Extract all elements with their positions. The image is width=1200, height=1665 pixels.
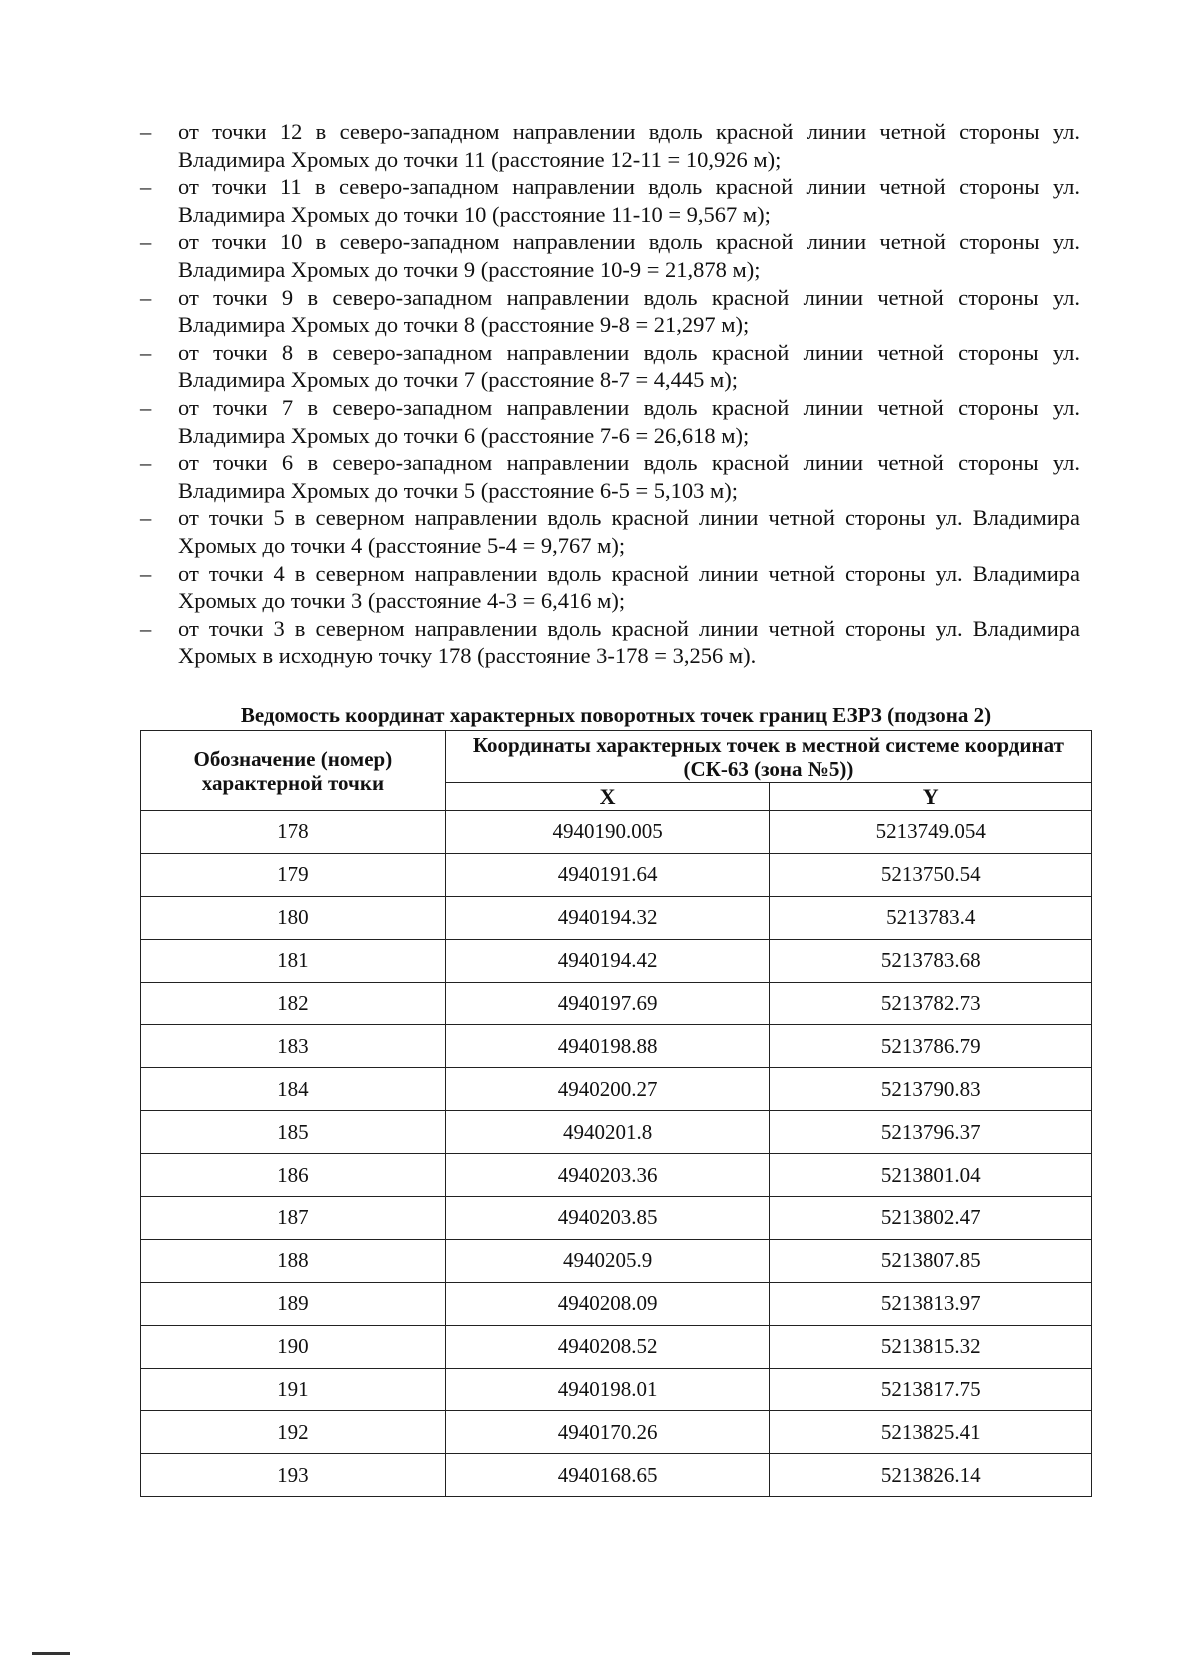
point-number-cell: 188 bbox=[141, 1239, 446, 1282]
table-row bbox=[141, 896, 1092, 939]
list-item-text: от точки 6 в северо-западном направлении вдоль красной линии четной стороны ул. Владимира Хромых до точки 5 (расстояние 6-5 = 5,103 м); bbox=[178, 450, 1080, 503]
y-cell: 5213825.41 bbox=[770, 1411, 1092, 1454]
header-point-number: Обозначение (номер) характерной точки bbox=[141, 731, 446, 811]
x-cell: 4940168.65 bbox=[445, 1454, 770, 1497]
x-cell: 4940194.32 bbox=[445, 896, 770, 939]
y-cell: 5213801.04 bbox=[770, 1154, 1092, 1197]
list-dash: – bbox=[140, 229, 152, 255]
coordinates-table bbox=[140, 730, 1092, 1497]
table-row bbox=[141, 1111, 1092, 1154]
x-cell: 4940198.88 bbox=[445, 1025, 770, 1068]
list-item-text: от точки 10 в северо-западном направлении вдоль красной линии четной стороны ул. Владимира Хромых до точки 9 (расстояние 10-9 = 21,878 м); bbox=[178, 229, 1080, 282]
y-cell: 5213796.37 bbox=[770, 1111, 1092, 1154]
point-number-cell: 192 bbox=[141, 1411, 446, 1454]
table-row bbox=[141, 1411, 1092, 1454]
table-row bbox=[141, 1197, 1092, 1240]
y-cell: 5213782.73 bbox=[770, 982, 1092, 1025]
x-cell: 4940198.01 bbox=[445, 1368, 770, 1411]
list-item-text: от точки 5 в северном направлении вдоль красной линии четной стороны ул. Владимира Хромых до точки 4 (расстояние 5-4 = 9,767 м); bbox=[178, 505, 1080, 558]
x-cell: 4940170.26 bbox=[445, 1411, 770, 1454]
x-cell: 4940203.85 bbox=[445, 1197, 770, 1240]
list-item bbox=[140, 449, 1080, 504]
y-cell: 5213783.4 bbox=[770, 896, 1092, 939]
table-row bbox=[141, 939, 1092, 982]
list-item-text: от точки 11 в северо-западном направлении вдоль красной линии четной стороны ул. Владимира Хромых до точки 10 (расстояние 11-10 = 9,567 м); bbox=[178, 174, 1080, 227]
list-item bbox=[140, 504, 1080, 559]
list-item bbox=[140, 339, 1080, 394]
table-row bbox=[141, 1025, 1092, 1068]
x-cell: 4940203.36 bbox=[445, 1154, 770, 1197]
table-row bbox=[141, 1454, 1092, 1497]
point-number-cell: 193 bbox=[141, 1454, 446, 1497]
table-row bbox=[141, 1368, 1092, 1411]
y-cell: 5213826.14 bbox=[770, 1454, 1092, 1497]
list-item-text: от точки 3 в северном направлении вдоль красной линии четной стороны ул. Владимира Хромых в исходную точку 178 (расстояние 3-178 = 3,256 м). bbox=[178, 615, 1080, 669]
y-cell: 5213817.75 bbox=[770, 1368, 1092, 1411]
y-cell: 5213807.85 bbox=[770, 1239, 1092, 1282]
x-cell: 4940200.27 bbox=[445, 1068, 770, 1111]
table-row bbox=[141, 1282, 1092, 1325]
point-number-cell: 184 bbox=[141, 1068, 446, 1111]
list-item-text: от точки 12 в северо-западном направлении вдоль красной линии четной стороны ул. Владимира Хромых до точки 11 (расстояние 12-11 = 10,926 м); bbox=[178, 119, 1080, 172]
x-cell: 4940208.52 bbox=[445, 1325, 770, 1368]
list-dash: – bbox=[140, 560, 152, 586]
point-number-cell: 190 bbox=[141, 1325, 446, 1368]
y-cell: 5213783.68 bbox=[770, 939, 1092, 982]
x-cell: 4940197.69 bbox=[445, 982, 770, 1025]
list-dash: – bbox=[140, 615, 152, 641]
scan-edge-mark bbox=[32, 1652, 70, 1655]
table-row bbox=[141, 1068, 1092, 1111]
list-item-text: от точки 7 в северо-западном направлении вдоль красной линии четной стороны ул. Владимира Хромых до точки 6 (расстояние 7-6 = 26,618 м); bbox=[178, 394, 1080, 448]
table-row bbox=[141, 811, 1092, 854]
table-row bbox=[141, 1154, 1092, 1197]
x-cell: 4940190.005 bbox=[445, 811, 770, 854]
point-number-cell: 182 bbox=[141, 982, 446, 1025]
list-dash: – bbox=[140, 119, 152, 144]
table-row bbox=[141, 1325, 1092, 1368]
point-number-cell: 186 bbox=[141, 1154, 446, 1197]
list-item bbox=[140, 284, 1080, 339]
x-cell: 4940208.09 bbox=[445, 1282, 770, 1325]
list-dash: – bbox=[140, 394, 152, 420]
y-cell: 5213790.83 bbox=[770, 1068, 1092, 1111]
table-row bbox=[141, 853, 1092, 896]
list-dash: – bbox=[140, 505, 152, 531]
list-dash: – bbox=[140, 450, 152, 476]
y-cell: 5213802.47 bbox=[770, 1197, 1092, 1240]
y-cell: 5213749.054 bbox=[770, 811, 1092, 854]
list-item bbox=[140, 228, 1080, 283]
table-row bbox=[141, 1239, 1092, 1282]
list-item bbox=[140, 615, 1080, 670]
y-cell: 5213813.97 bbox=[770, 1282, 1092, 1325]
header-coordinates: Координаты характерных точек в местной системе координат (СК-63 (зона №5)) bbox=[445, 731, 1091, 783]
point-number-cell: 189 bbox=[141, 1282, 446, 1325]
point-number-cell: 185 bbox=[141, 1111, 446, 1154]
point-number-cell: 183 bbox=[141, 1025, 446, 1068]
list-item bbox=[140, 560, 1080, 615]
point-number-cell: 178 bbox=[141, 811, 446, 854]
y-cell: 5213815.32 bbox=[770, 1325, 1092, 1368]
point-number-cell: 179 bbox=[141, 853, 446, 896]
point-number-cell: 191 bbox=[141, 1368, 446, 1411]
x-cell: 4940191.64 bbox=[445, 853, 770, 896]
table-header-row bbox=[141, 731, 1092, 783]
y-cell: 5213786.79 bbox=[770, 1025, 1092, 1068]
list-item-text: от точки 4 в северном направлении вдоль красной линии четной стороны ул. Владимира Хромых до точки 3 (расстояние 4-3 = 6,416 м); bbox=[178, 560, 1080, 614]
x-cell: 4940201.8 bbox=[445, 1111, 770, 1154]
point-number-cell: 181 bbox=[141, 939, 446, 982]
header-y: Y bbox=[770, 783, 1092, 811]
list-item-text: от точки 9 в северо-западном направлении вдоль красной линии четной стороны ул. Владимира Хромых до точки 8 (расстояние 9-8 = 21,297 м); bbox=[178, 284, 1080, 338]
header-x: X bbox=[445, 783, 770, 811]
point-number-cell: 187 bbox=[141, 1197, 446, 1240]
boundary-description-list bbox=[140, 118, 1080, 670]
x-cell: 4940205.9 bbox=[445, 1239, 770, 1282]
list-item bbox=[140, 118, 1080, 173]
list-dash: – bbox=[140, 284, 152, 310]
list-item-text: от точки 8 в северо-западном направлении вдоль красной линии четной стороны ул. Владимира Хромых до точки 7 (расстояние 8-7 = 4,445 м); bbox=[178, 339, 1080, 393]
list-dash: – bbox=[140, 339, 152, 365]
list-item bbox=[140, 394, 1080, 449]
x-cell: 4940194.42 bbox=[445, 939, 770, 982]
list-item bbox=[140, 173, 1080, 228]
point-number-cell: 180 bbox=[141, 896, 446, 939]
table-row bbox=[141, 982, 1092, 1025]
y-cell: 5213750.54 bbox=[770, 853, 1092, 896]
table-title: Ведомость координат характерных поворотных точек границ ЕЗРЗ (подзона 2) bbox=[240, 703, 992, 727]
list-dash: – bbox=[140, 174, 152, 200]
